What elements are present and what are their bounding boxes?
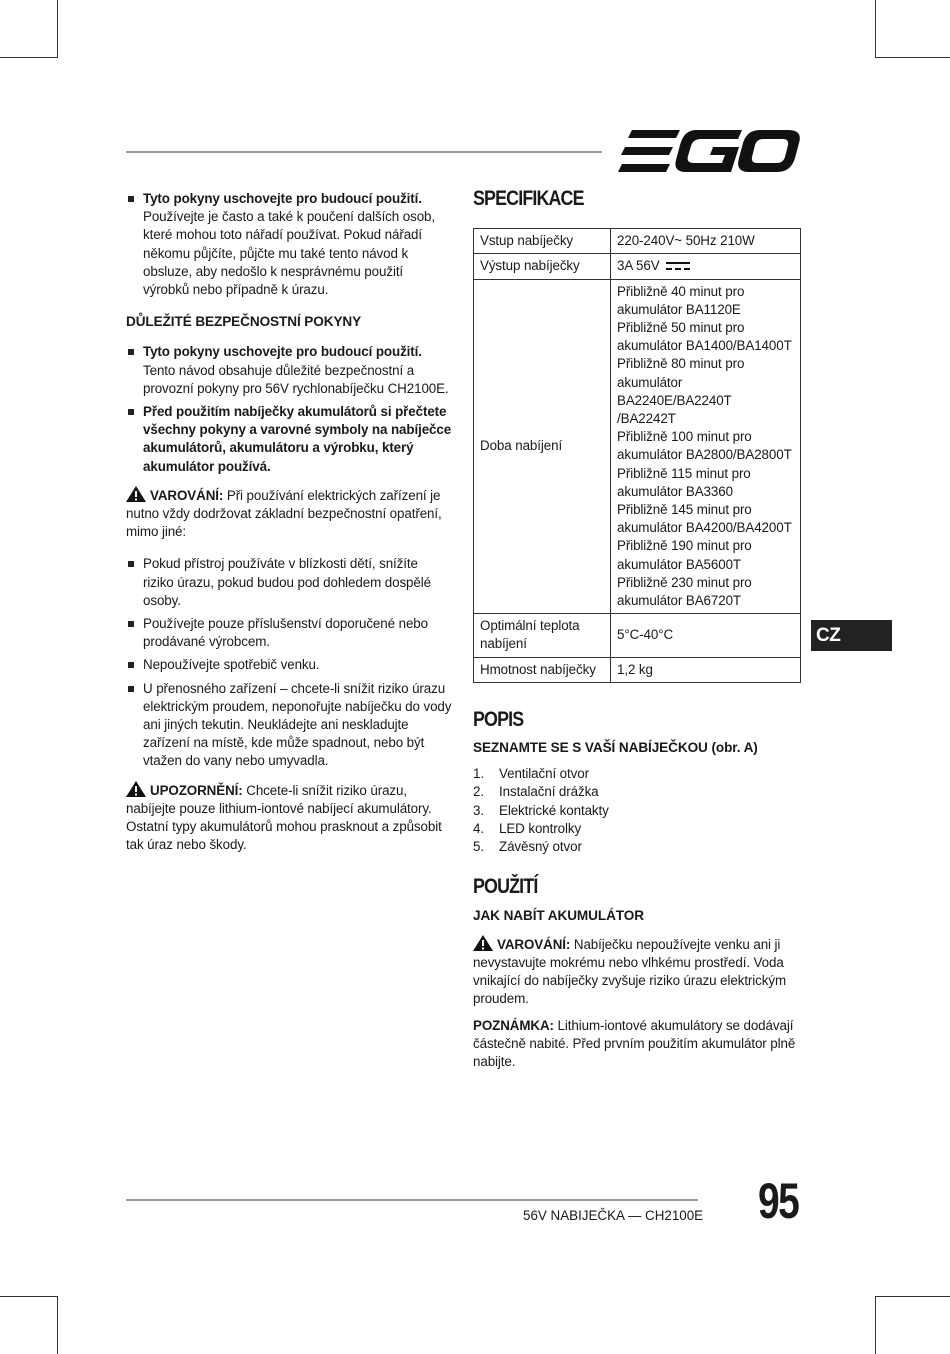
language-tab: CZ bbox=[811, 620, 892, 651]
table-cell: Vstup nabíječky bbox=[474, 229, 611, 254]
crop-mark bbox=[0, 1296, 58, 1297]
ego-logo bbox=[618, 130, 800, 172]
table-row bbox=[474, 657, 801, 682]
charge-time-line: akumulátor BA3360 bbox=[617, 483, 733, 499]
list-item: Před použitím nabíječky akumulátorů si přečtete všechny pokyny a varovné symboly na nabíječce akumulátorů, akumulátoru a výrobku, který akumulátor používá. bbox=[126, 403, 452, 476]
list-item: 5. Závěsný otvor bbox=[473, 839, 582, 855]
spec-heading: SPECIFIKACE bbox=[473, 187, 584, 210]
crop-mark bbox=[875, 1296, 876, 1354]
crop-mark bbox=[875, 1296, 950, 1297]
charge-time-line: Přibližně 145 minut pro bbox=[617, 502, 752, 518]
charge-time-line: Přibližně 40 minut pro bbox=[617, 283, 745, 299]
crop-mark bbox=[0, 57, 58, 58]
right-column bbox=[473, 187, 803, 1071]
charge-time-line: Přibližně 230 minut pro bbox=[617, 574, 752, 590]
table-row bbox=[474, 229, 801, 254]
list-item: Používejte pouze příslušenství doporučené nebo prodávané výrobcem. bbox=[126, 615, 452, 651]
warning-icon bbox=[126, 486, 146, 502]
popis-subheading: SEZNAMTE SE S VAŠÍ NABÍJEČKOU (obr. A) bbox=[473, 740, 758, 756]
header-rule bbox=[126, 151, 602, 153]
crop-mark bbox=[875, 0, 876, 58]
list-item: 3. Elektrické kontakty bbox=[473, 802, 609, 818]
charge-time-line: akumulátor BA1400/BA1400T bbox=[617, 338, 792, 354]
table-cell: Výstup nabíječky bbox=[474, 254, 611, 279]
table-cell: 1,2 kg bbox=[611, 657, 801, 682]
list-item: Nepoužívejte spotřebič venku. bbox=[126, 656, 452, 674]
list-item: U přenosného zařízení – chcete-li snížit riziko úrazu elektrickým proudem, neponořujte nabíječku do vody ani jiných tekutin. Neukládejte ani neskladujte zařízení na místě, kde může spadnout, nebo být vtažen do vany nebo umyvadla. bbox=[126, 680, 452, 771]
charge-time-line: akumulátor BA6720T bbox=[617, 593, 741, 609]
use-heading: POUŽITÍ bbox=[473, 875, 538, 899]
caution-paragraph: UPOZORNĚNÍ: Chcete-li snížit riziko úrazu, nabíjejte pouze lithium-iontové nabíjecí akumulátory. Ostatní typy akumulátorů mohou prasknout a způsobit tak úraz nebo škody. bbox=[126, 782, 442, 853]
warning-paragraph: VAROVÁNÍ: Nabíječku nepoužívejte venku ani ji nevystavujte mokrému nebo vlhkému prostředí. Voda vnikající do nabíječky zvyšuje riziko úrazu elektrickým proudem. bbox=[473, 936, 787, 1007]
charge-time-line: akumulátor BA2240E/BA2240T bbox=[617, 374, 732, 408]
charge-time-line: akumulátor BA4200/BA4200T bbox=[617, 520, 792, 536]
use-subheading: JAK NABÍT AKUMULÁTOR bbox=[473, 907, 644, 923]
table-cell: 5°C-40°C bbox=[611, 614, 801, 657]
warning-paragraph: VAROVÁNÍ: Při používání elektrických zařízení je nutno vždy dodržovat základní bezpečnostní opatření, mimo jiné: bbox=[126, 487, 442, 540]
charge-time-line: akumulátor BA1120E bbox=[617, 301, 741, 317]
list-item: Tyto pokyny uschovejte pro budoucí použití. Tento návod obsahuje důležité bezpečnostní a provozní pokyny pro 56V rychlonabíječku CH2100E. bbox=[126, 343, 452, 398]
parts-list bbox=[473, 765, 803, 856]
table-cell bbox=[611, 279, 801, 614]
list-item: 2. Instalační drážka bbox=[473, 784, 599, 800]
popis-heading: POPIS bbox=[473, 707, 524, 731]
table-row bbox=[474, 279, 801, 614]
page-number: 95 bbox=[758, 1173, 799, 1229]
crop-mark bbox=[57, 1296, 58, 1354]
table-row bbox=[474, 254, 801, 279]
warning-icon bbox=[473, 935, 493, 951]
crop-mark bbox=[875, 57, 950, 58]
list-item: Tyto pokyny uschovejte pro budoucí použití. Používejte je často a také k poučení dalších osob, které mohou toto nářadí používat. Pokud nářadí někomu půjčíte, půjčte mu také tento návod k obsluze, aby nedošlo k nesprávnému použití výrobků nebo případně k úrazu. bbox=[126, 190, 452, 299]
footer-rule bbox=[126, 1199, 698, 1201]
table-cell: Optimální teplota nabíjení bbox=[474, 614, 611, 657]
table-cell: Doba nabíjení bbox=[474, 279, 611, 614]
crop-mark bbox=[57, 0, 58, 58]
charge-time-line: Přibližně 80 minut pro bbox=[617, 356, 745, 372]
spec-table bbox=[473, 228, 801, 683]
table-cell: 220-240V~ 50Hz 210W bbox=[611, 229, 801, 254]
table-cell: 3A 56V bbox=[611, 254, 801, 279]
charge-time-line: Přibližně 100 minut pro bbox=[617, 429, 752, 445]
dc-symbol-icon bbox=[665, 261, 691, 271]
table-cell: Hmotnost nabíječky bbox=[474, 657, 611, 682]
charge-time-line: /BA2242T bbox=[617, 411, 676, 427]
charge-time-line: akumulátor BA5600T bbox=[617, 556, 741, 572]
warning-icon bbox=[126, 781, 146, 797]
left-column bbox=[126, 190, 452, 869]
charge-time-line: Přibližně 115 minut pro bbox=[617, 465, 751, 481]
list-item: Pokud přístroj používáte v blízkosti dětí, snížíte riziko úrazu, pokud budou pod dohledem dospělé osoby. bbox=[126, 555, 452, 610]
section-heading: DŮLEŽITÉ BEZPEČNOSTNÍ POKYNY bbox=[126, 314, 362, 330]
list-item: 1. Ventilační otvor bbox=[473, 766, 589, 782]
note-paragraph: POZNÁMKA: Lithium-iontové akumulátory se dodávají částečně nabité. Před prvním použitím akumulátor plně nabijte. bbox=[473, 1017, 796, 1069]
footer-title: 56V NABIJEČKA — CH2100E bbox=[523, 1208, 704, 1223]
charge-time-line: Přibližně 50 minut pro bbox=[617, 320, 745, 336]
table-row bbox=[474, 614, 801, 657]
charge-time-line: Přibližně 190 minut pro bbox=[617, 538, 752, 554]
list-item: 4. LED kontrolky bbox=[473, 820, 582, 836]
charge-time-line: akumulátor BA2800/BA2800T bbox=[617, 447, 792, 463]
